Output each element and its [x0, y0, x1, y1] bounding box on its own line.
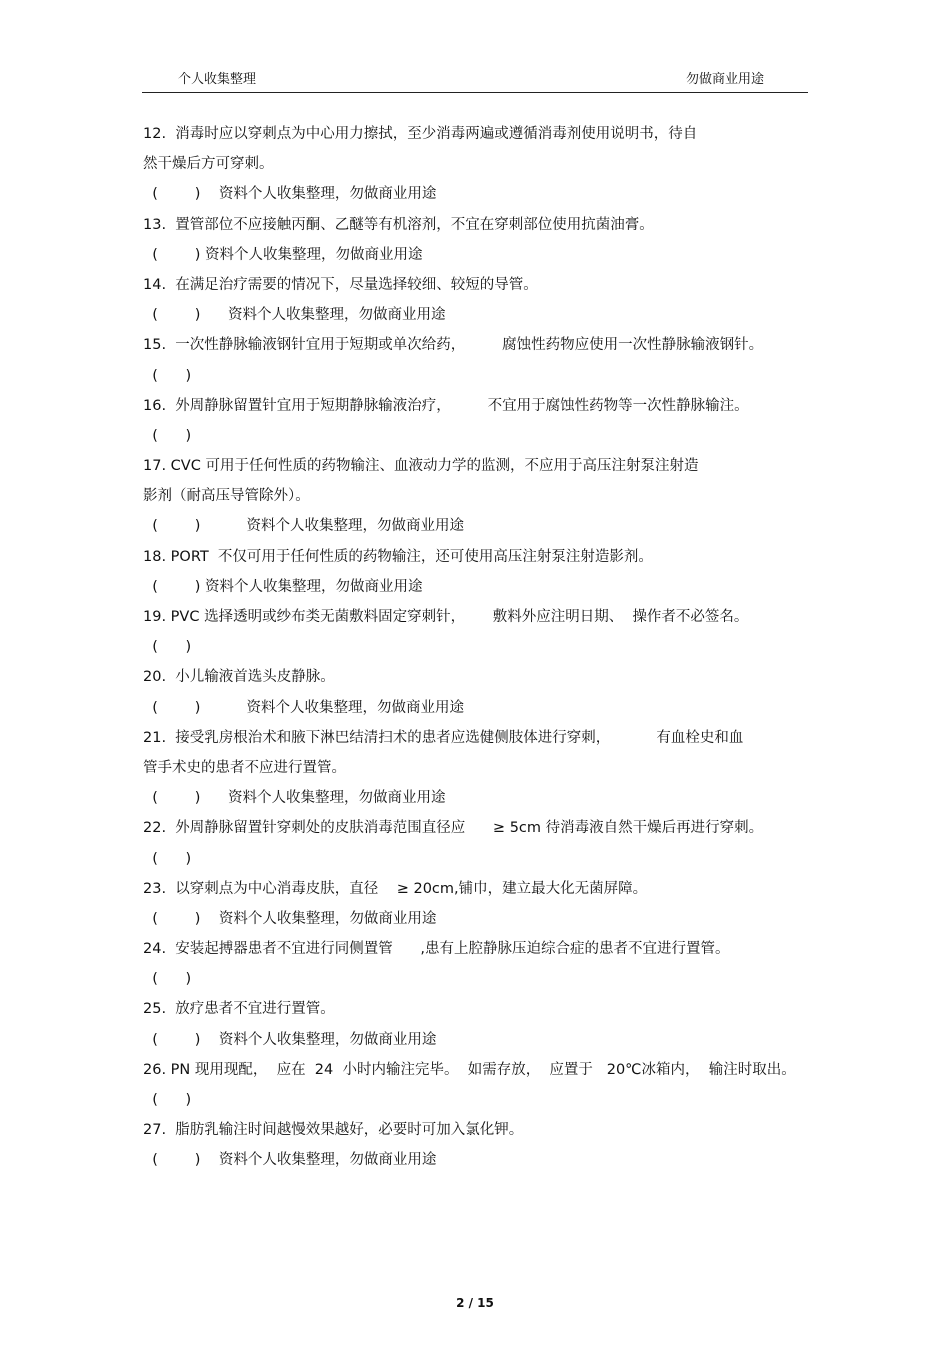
text-line: ( ) 资料个人收集整理，勿做商业用途	[143, 307, 446, 324]
text-line: ( ) 资料个人收集整理，勿做商业用途	[143, 1031, 437, 1048]
text-line: 然干燥后方可穿刺。	[143, 156, 274, 173]
text-line: ( )	[143, 427, 192, 444]
text-line: ( ) 资料个人收集整理，勿做商业用途	[143, 186, 437, 203]
text-line: 12. 消毒时应以穿刺点为中心用力擦拭，至少消毒两遍或遵循消毒剂使用说明书，待自	[143, 126, 698, 142]
text-line: 20. 小儿输液首选头皮静脉。	[143, 669, 335, 686]
text-line: 管手术史的患者不应进行置管。	[143, 759, 346, 776]
text-line: 13. 置管部位不应接触丙酮、乙醚等有机溶剂，不宜在穿刺部位使用抗菌油膏。	[143, 216, 654, 233]
text-line: 22. 外周静脉留置针穿刺处的皮肤消毒范围直径应 ≥ 5cm 待消毒液自然干燥后再进行穿刺。	[143, 820, 764, 837]
text-line: 26. PN 现用现配， 应在 24 小时内输注完毕。 如需存放， 应置于 20℃冰箱内， 输注时取出。	[143, 1061, 796, 1078]
page-number: 2 / 15	[456, 1296, 494, 1310]
text-line: ( ) 资料个人收集整理，勿做商业用途	[143, 578, 423, 595]
text-line: ( )	[143, 367, 192, 384]
document-body	[143, 119, 823, 1176]
text-line: ( ) 资料个人收集整理，勿做商业用途	[143, 1152, 437, 1169]
text-line: 15. 一次性静脉输液钢针宜用于短期或单次给药， 腐蚀性药物应使用一次性静脉输液钢针。	[143, 337, 764, 354]
text-line: 影剂（耐高压导管除外）。	[143, 488, 310, 505]
text-line: 16. 外周静脉留置针宜用于短期静脉输液治疗， 不宜用于腐蚀性药物等一次性静脉输注。	[143, 397, 749, 414]
header-right-text: 勿做商业用途	[685, 72, 764, 87]
text-line: ( ) 资料个人收集整理，勿做商业用途	[143, 699, 464, 716]
text-line: ( ) 资料个人收集整理，勿做商业用途	[143, 246, 423, 263]
text-line: ( )	[143, 1092, 192, 1108]
text-line: 23. 以穿刺点为中心消毒皮肤，直径 ≥ 20cm,铺巾，建立最大化无菌屏障。	[143, 880, 648, 897]
text-line: ( ) 资料个人收集整理，勿做商业用途	[143, 790, 446, 807]
text-line: 18. PORT 不仅可用于任何性质的药物输注，还可使用高压注射泵注射造影剂。	[143, 548, 653, 565]
text-line: 14. 在满足治疗需要的情况下，尽量选择较细、较短的导管。	[143, 276, 538, 293]
text-line: ( )	[143, 639, 192, 656]
page-header	[142, 64, 808, 93]
text-line: ( ) 资料个人收集整理，勿做商业用途	[143, 910, 437, 927]
text-line: 27. 脂肪乳输注时间越慢效果越好，必要时可加入氯化钾。	[143, 1122, 524, 1139]
text-line: 21. 接受乳房根治术和腋下淋巴结清扫术的患者应选健侧肢体进行穿刺， 有血栓史和血	[143, 729, 744, 746]
text-line: 17. CVC 可用于任何性质的药物输注、血液动力学的监测，不应用于高压注射泵注射造	[143, 458, 699, 475]
header-left-text: 个人收集整理	[178, 72, 257, 87]
text-line: ( ) 资料个人收集整理，勿做商业用途	[143, 518, 464, 535]
text-line: 19. PVC 选择透明或纱布类无菌敷料固定穿刺针， 敷料外应注明日期、 操作者不必签名。	[143, 609, 749, 625]
text-line: 24. 安装起搏器患者不宜进行同侧置管 ,患有上腔静脉压迫综合症的患者不宜进行置管。	[143, 941, 730, 958]
text-line: ( )	[143, 850, 192, 867]
text-line: 25. 放疗患者不宜进行置管。	[143, 1001, 335, 1018]
text-line: ( )	[143, 971, 192, 988]
